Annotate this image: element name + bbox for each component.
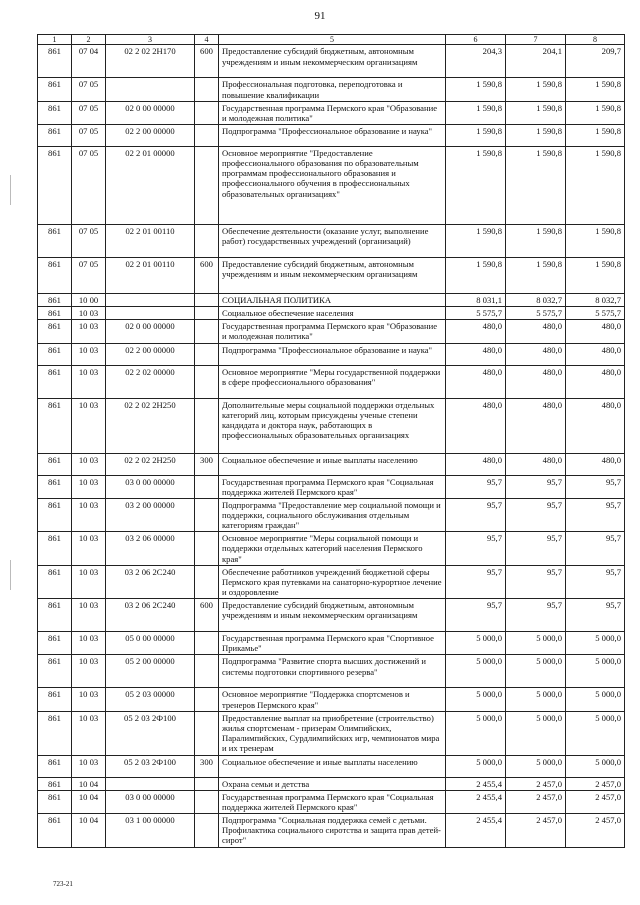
amount-cell: 8 032,7: [566, 294, 625, 307]
target-article-cell: 05 2 00 00000: [106, 655, 195, 688]
target-article-cell: [106, 78, 195, 101]
amount-cell: 95,7: [446, 532, 506, 565]
amount-cell: 1 590,8: [446, 225, 506, 258]
expense-type-cell: [195, 125, 219, 147]
description-cell: Предоставление субсидий бюджетным, автономным учреждениям и иным некоммерческим организациям: [219, 599, 446, 632]
expense-type-cell: 600: [195, 258, 219, 294]
amount-cell: 1 590,8: [566, 125, 625, 147]
description-cell: Подпрограмма "Профессиональное образование и наука": [219, 343, 446, 365]
expense-type-cell: [195, 688, 219, 711]
table-row: [38, 632, 625, 655]
expense-type-cell: [195, 565, 219, 598]
expense-type-cell: [195, 777, 219, 790]
amount-cell: 1 590,8: [506, 101, 566, 124]
expense-type-cell: [195, 225, 219, 258]
amount-cell: 2 457,0: [506, 777, 566, 790]
admin-code-cell: 861: [38, 78, 72, 101]
amount-cell: 1 590,8: [566, 225, 625, 258]
amount-cell: 204,1: [506, 45, 566, 78]
amount-cell: 95,7: [506, 498, 566, 531]
expense-type-cell: [195, 475, 219, 498]
margin-line: [10, 175, 11, 205]
table-row: [38, 258, 625, 294]
expense-type-cell: 600: [195, 599, 219, 632]
table-row: [38, 307, 625, 320]
description-cell: Подпрограмма "Развитие спорта высших достижений и системы подготовки спортивного резерва": [219, 655, 446, 688]
expense-type-cell: 300: [195, 453, 219, 475]
target-article-cell: 03 1 00 00000: [106, 814, 195, 847]
description-cell: Основное мероприятие "Меры социальной помощи и поддержки отдельных категорий населения Пермского края": [219, 532, 446, 565]
section-code-cell: 10 04: [72, 777, 106, 790]
target-article-cell: 02 0 00 00000: [106, 320, 195, 343]
table-row: [38, 225, 625, 258]
amount-cell: 1 590,8: [506, 225, 566, 258]
amount-cell: 5 000,0: [566, 755, 625, 777]
amount-cell: 95,7: [566, 475, 625, 498]
amount-cell: 5 000,0: [506, 632, 566, 655]
admin-code-cell: 861: [38, 225, 72, 258]
expense-type-cell: [195, 498, 219, 531]
amount-cell: 5 000,0: [446, 688, 506, 711]
admin-code-cell: 861: [38, 632, 72, 655]
amount-cell: 480,0: [446, 398, 506, 453]
admin-code-cell: 861: [38, 45, 72, 78]
description-cell: Государственная программа Пермского края "Образование и молодежная политика": [219, 101, 446, 124]
expense-type-cell: [195, 294, 219, 307]
admin-code-cell: 861: [38, 790, 72, 813]
section-code-cell: 10 03: [72, 320, 106, 343]
admin-code-cell: 861: [38, 258, 72, 294]
admin-code-cell: 861: [38, 655, 72, 688]
amount-cell: 95,7: [446, 599, 506, 632]
target-article-cell: 02 2 00 00000: [106, 343, 195, 365]
section-code-cell: 10 03: [72, 711, 106, 755]
amount-cell: 1 590,8: [446, 147, 506, 225]
section-code-cell: 10 04: [72, 790, 106, 813]
amount-cell: 480,0: [566, 453, 625, 475]
admin-code-cell: 861: [38, 814, 72, 847]
amount-cell: 480,0: [506, 398, 566, 453]
table-row: [38, 294, 625, 307]
admin-code-cell: 861: [38, 365, 72, 398]
amount-cell: 1 590,8: [446, 125, 506, 147]
target-article-cell: 03 2 06 00000: [106, 532, 195, 565]
table-row: [38, 453, 625, 475]
margin-line: [10, 560, 11, 590]
expense-type-cell: [195, 320, 219, 343]
amount-cell: 2 457,0: [566, 777, 625, 790]
expense-type-cell: [195, 365, 219, 398]
target-article-cell: 02 2 02 00000: [106, 365, 195, 398]
section-code-cell: 10 03: [72, 343, 106, 365]
admin-code-cell: 861: [38, 320, 72, 343]
amount-cell: 1 590,8: [506, 125, 566, 147]
amount-cell: 480,0: [446, 320, 506, 343]
admin-code-cell: 861: [38, 294, 72, 307]
target-article-cell: [106, 777, 195, 790]
expense-type-cell: [195, 101, 219, 124]
amount-cell: 480,0: [566, 343, 625, 365]
admin-code-cell: 861: [38, 755, 72, 777]
expense-type-cell: [195, 78, 219, 101]
header-cell: 4: [195, 35, 219, 45]
section-code-cell: 10 03: [72, 307, 106, 320]
expense-type-cell: 600: [195, 45, 219, 78]
table-row: [38, 398, 625, 453]
target-article-cell: 03 2 06 2С240: [106, 599, 195, 632]
amount-cell: 480,0: [566, 320, 625, 343]
expense-type-cell: [195, 655, 219, 688]
expense-type-cell: [195, 814, 219, 847]
amount-cell: 95,7: [506, 599, 566, 632]
table-row: [38, 688, 625, 711]
header-row: [38, 35, 625, 45]
admin-code-cell: 861: [38, 307, 72, 320]
table-row: [38, 101, 625, 124]
target-article-cell: 02 2 02 2Н250: [106, 398, 195, 453]
amount-cell: 1 590,8: [566, 147, 625, 225]
amount-cell: 480,0: [446, 453, 506, 475]
amount-cell: 5 000,0: [446, 755, 506, 777]
admin-code-cell: 861: [38, 475, 72, 498]
description-cell: Социальное обеспечение и иные выплаты населению: [219, 755, 446, 777]
table-row: [38, 78, 625, 101]
target-article-cell: 03 0 00 00000: [106, 475, 195, 498]
section-code-cell: 10 03: [72, 532, 106, 565]
amount-cell: 5 000,0: [446, 655, 506, 688]
section-code-cell: 10 00: [72, 294, 106, 307]
section-code-cell: 07 05: [72, 125, 106, 147]
section-code-cell: 10 03: [72, 498, 106, 531]
expense-type-cell: [195, 398, 219, 453]
description-cell: Социальное обеспечение и иные выплаты населению: [219, 453, 446, 475]
amount-cell: 480,0: [506, 453, 566, 475]
amount-cell: 1 590,8: [566, 101, 625, 124]
amount-cell: 2 455,4: [446, 790, 506, 813]
description-cell: Предоставление субсидий бюджетным, автономным учреждениям и иным некоммерческим организациям: [219, 45, 446, 78]
description-cell: Подпрограмма "Предоставление мер социальной помощи и поддержки, социального обслуживания отдельным категориям граждан": [219, 498, 446, 531]
table-row: [38, 498, 625, 531]
amount-cell: 5 000,0: [566, 711, 625, 755]
amount-cell: 95,7: [506, 475, 566, 498]
description-cell: Профессиональная подготовка, переподготовка и повышение квалификации: [219, 78, 446, 101]
amount-cell: 480,0: [446, 365, 506, 398]
admin-code-cell: 861: [38, 711, 72, 755]
section-code-cell: 07 05: [72, 225, 106, 258]
table-row: [38, 814, 625, 847]
amount-cell: 204,3: [446, 45, 506, 78]
table-row: [38, 599, 625, 632]
page-number: 91: [314, 10, 326, 22]
amount-cell: 8 031,1: [446, 294, 506, 307]
admin-code-cell: 861: [38, 343, 72, 365]
section-code-cell: 10 03: [72, 365, 106, 398]
description-cell: Социальное обеспечение населения: [219, 307, 446, 320]
amount-cell: 5 000,0: [446, 711, 506, 755]
amount-cell: 2 457,0: [566, 790, 625, 813]
section-code-cell: 10 03: [72, 655, 106, 688]
header-cell: 1: [38, 35, 72, 45]
amount-cell: 5 000,0: [446, 632, 506, 655]
section-code-cell: 10 04: [72, 814, 106, 847]
table-row: [38, 45, 625, 78]
amount-cell: 5 575,7: [446, 307, 506, 320]
description-cell: Подпрограмма "Профессиональное образование и наука": [219, 125, 446, 147]
footer-code: 723-21: [53, 880, 73, 888]
amount-cell: 95,7: [506, 565, 566, 598]
table-row: [38, 343, 625, 365]
amount-cell: 5 000,0: [506, 688, 566, 711]
description-cell: Государственная программа Пермского края "Образование и молодежная политика": [219, 320, 446, 343]
amount-cell: 480,0: [566, 365, 625, 398]
amount-cell: 5 000,0: [506, 711, 566, 755]
section-code-cell: 10 03: [72, 632, 106, 655]
admin-code-cell: 861: [38, 147, 72, 225]
table-body: [38, 45, 625, 847]
admin-code-cell: 861: [38, 498, 72, 531]
amount-cell: 1 590,8: [566, 78, 625, 101]
amount-cell: 2 455,4: [446, 814, 506, 847]
section-code-cell: 07 05: [72, 147, 106, 225]
expense-type-cell: [195, 532, 219, 565]
admin-code-cell: 861: [38, 599, 72, 632]
description-cell: Дополнительные меры социальной поддержки отдельных категорий лиц, которым присуждены ученые степени кандидата и доктора наук, работающих в профессиональных образовательных организациях: [219, 398, 446, 453]
description-cell: Основное мероприятие "Поддержка спортсменов и тренеров Пермского края": [219, 688, 446, 711]
table-row: [38, 147, 625, 225]
description-cell: Государственная программа Пермского края "Спортивное Прикамье": [219, 632, 446, 655]
description-cell: Государственная программа Пермского края "Социальная поддержка жителей Пермского края": [219, 475, 446, 498]
amount-cell: 95,7: [446, 475, 506, 498]
target-article-cell: 02 2 01 00000: [106, 147, 195, 225]
amount-cell: 5 000,0: [506, 655, 566, 688]
table-row: [38, 790, 625, 813]
expense-type-cell: [195, 711, 219, 755]
target-article-cell: [106, 307, 195, 320]
amount-cell: 95,7: [566, 599, 625, 632]
description-cell: Государственная программа Пермского края "Социальная поддержка жителей Пермского края": [219, 790, 446, 813]
section-code-cell: 10 03: [72, 565, 106, 598]
target-article-cell: 05 0 00 00000: [106, 632, 195, 655]
section-code-cell: 10 03: [72, 398, 106, 453]
amount-cell: 1 590,8: [446, 101, 506, 124]
target-article-cell: 05 2 03 00000: [106, 688, 195, 711]
table-row: [38, 365, 625, 398]
table-row: [38, 475, 625, 498]
amount-cell: 1 590,8: [506, 258, 566, 294]
table-row: [38, 565, 625, 598]
amount-cell: 2 457,0: [506, 790, 566, 813]
target-article-cell: 02 0 00 00000: [106, 101, 195, 124]
amount-cell: 480,0: [506, 343, 566, 365]
table-row: [38, 125, 625, 147]
header-cell: 5: [219, 35, 446, 45]
amount-cell: 480,0: [566, 398, 625, 453]
admin-code-cell: 861: [38, 777, 72, 790]
amount-cell: 5 000,0: [566, 632, 625, 655]
admin-code-cell: 861: [38, 101, 72, 124]
amount-cell: 95,7: [506, 532, 566, 565]
amount-cell: 5 000,0: [566, 688, 625, 711]
admin-code-cell: 861: [38, 532, 72, 565]
amount-cell: 209,7: [566, 45, 625, 78]
description-cell: СОЦИАЛЬНАЯ ПОЛИТИКА: [219, 294, 446, 307]
description-cell: Обеспечение работников учреждений бюджетной сферы Пермского края путевками на санаторно-курортное лечение и оздоровление: [219, 565, 446, 598]
section-code-cell: 07 05: [72, 78, 106, 101]
description-cell: Охрана семьи и детства: [219, 777, 446, 790]
header-cell: 6: [446, 35, 506, 45]
description-cell: Подпрограмма "Социальная поддержка семей с детьми. Профилактика социального сиротства и защита прав детей-сирот": [219, 814, 446, 847]
section-code-cell: 10 03: [72, 755, 106, 777]
amount-cell: 480,0: [506, 365, 566, 398]
amount-cell: 1 590,8: [446, 78, 506, 101]
amount-cell: 95,7: [566, 565, 625, 598]
description-cell: Предоставление выплат на приобретение (строительство) жилья спортсменам - призерам Олимпийских, Паралимпийских, Сурдлимпийских игр, чемпионатов мира и их тренерам: [219, 711, 446, 755]
admin-code-cell: 861: [38, 125, 72, 147]
target-article-cell: [106, 294, 195, 307]
target-article-cell: 02 2 01 00110: [106, 225, 195, 258]
amount-cell: 480,0: [446, 343, 506, 365]
expense-type-cell: [195, 632, 219, 655]
amount-cell: 5 000,0: [506, 755, 566, 777]
section-code-cell: 07 05: [72, 258, 106, 294]
target-article-cell: 03 2 06 2С240: [106, 565, 195, 598]
target-article-cell: 03 0 00 00000: [106, 790, 195, 813]
header-cell: 3: [106, 35, 195, 45]
admin-code-cell: 861: [38, 565, 72, 598]
amount-cell: 1 590,8: [446, 258, 506, 294]
target-article-cell: 02 2 02 2Н250: [106, 453, 195, 475]
target-article-cell: 02 2 02 2Н170: [106, 45, 195, 78]
expense-type-cell: [195, 790, 219, 813]
section-code-cell: 10 03: [72, 688, 106, 711]
admin-code-cell: 861: [38, 688, 72, 711]
amount-cell: 5 575,7: [566, 307, 625, 320]
expense-type-cell: 300: [195, 755, 219, 777]
section-code-cell: 07 04: [72, 45, 106, 78]
table-row: [38, 777, 625, 790]
table-row: [38, 711, 625, 755]
amount-cell: 1 590,8: [506, 147, 566, 225]
amount-cell: 480,0: [506, 320, 566, 343]
table-row: [38, 320, 625, 343]
budget-table: [37, 34, 625, 848]
target-article-cell: 02 2 00 00000: [106, 125, 195, 147]
amount-cell: 5 575,7: [506, 307, 566, 320]
amount-cell: 2 455,4: [446, 777, 506, 790]
target-article-cell: 03 2 00 00000: [106, 498, 195, 531]
target-article-cell: 02 2 01 00110: [106, 258, 195, 294]
amount-cell: 2 457,0: [506, 814, 566, 847]
amount-cell: 1 590,8: [506, 78, 566, 101]
section-code-cell: 10 03: [72, 453, 106, 475]
target-article-cell: 05 2 03 2Ф100: [106, 755, 195, 777]
amount-cell: 8 032,7: [506, 294, 566, 307]
description-cell: Предоставление субсидий бюджетным, автономным учреждениям и иным некоммерческим организациям: [219, 258, 446, 294]
header-cell: 7: [506, 35, 566, 45]
admin-code-cell: 861: [38, 398, 72, 453]
description-cell: Основное мероприятие "Меры государственной поддержки в сфере профессионального образования": [219, 365, 446, 398]
description-cell: Основное мероприятие "Предоставление профессионального образования по образовательным программам профессионального образования и профессионального обучения в профессиональных образовательных организациях": [219, 147, 446, 225]
expense-type-cell: [195, 307, 219, 320]
table-row: [38, 655, 625, 688]
section-code-cell: 10 03: [72, 599, 106, 632]
expense-type-cell: [195, 343, 219, 365]
amount-cell: 1 590,8: [566, 258, 625, 294]
amount-cell: 2 457,0: [566, 814, 625, 847]
header-cell: 2: [72, 35, 106, 45]
amount-cell: 95,7: [446, 565, 506, 598]
section-code-cell: 10 03: [72, 475, 106, 498]
expense-type-cell: [195, 147, 219, 225]
admin-code-cell: 861: [38, 453, 72, 475]
amount-cell: 95,7: [446, 498, 506, 531]
section-code-cell: 07 05: [72, 101, 106, 124]
target-article-cell: 05 2 03 2Ф100: [106, 711, 195, 755]
header-cell: 8: [566, 35, 625, 45]
table-row: [38, 532, 625, 565]
amount-cell: 5 000,0: [566, 655, 625, 688]
table-row: [38, 755, 625, 777]
amount-cell: 95,7: [566, 532, 625, 565]
amount-cell: 95,7: [566, 498, 625, 531]
description-cell: Обеспечение деятельности (оказание услуг, выполнение работ) государственных учреждений (организаций): [219, 225, 446, 258]
